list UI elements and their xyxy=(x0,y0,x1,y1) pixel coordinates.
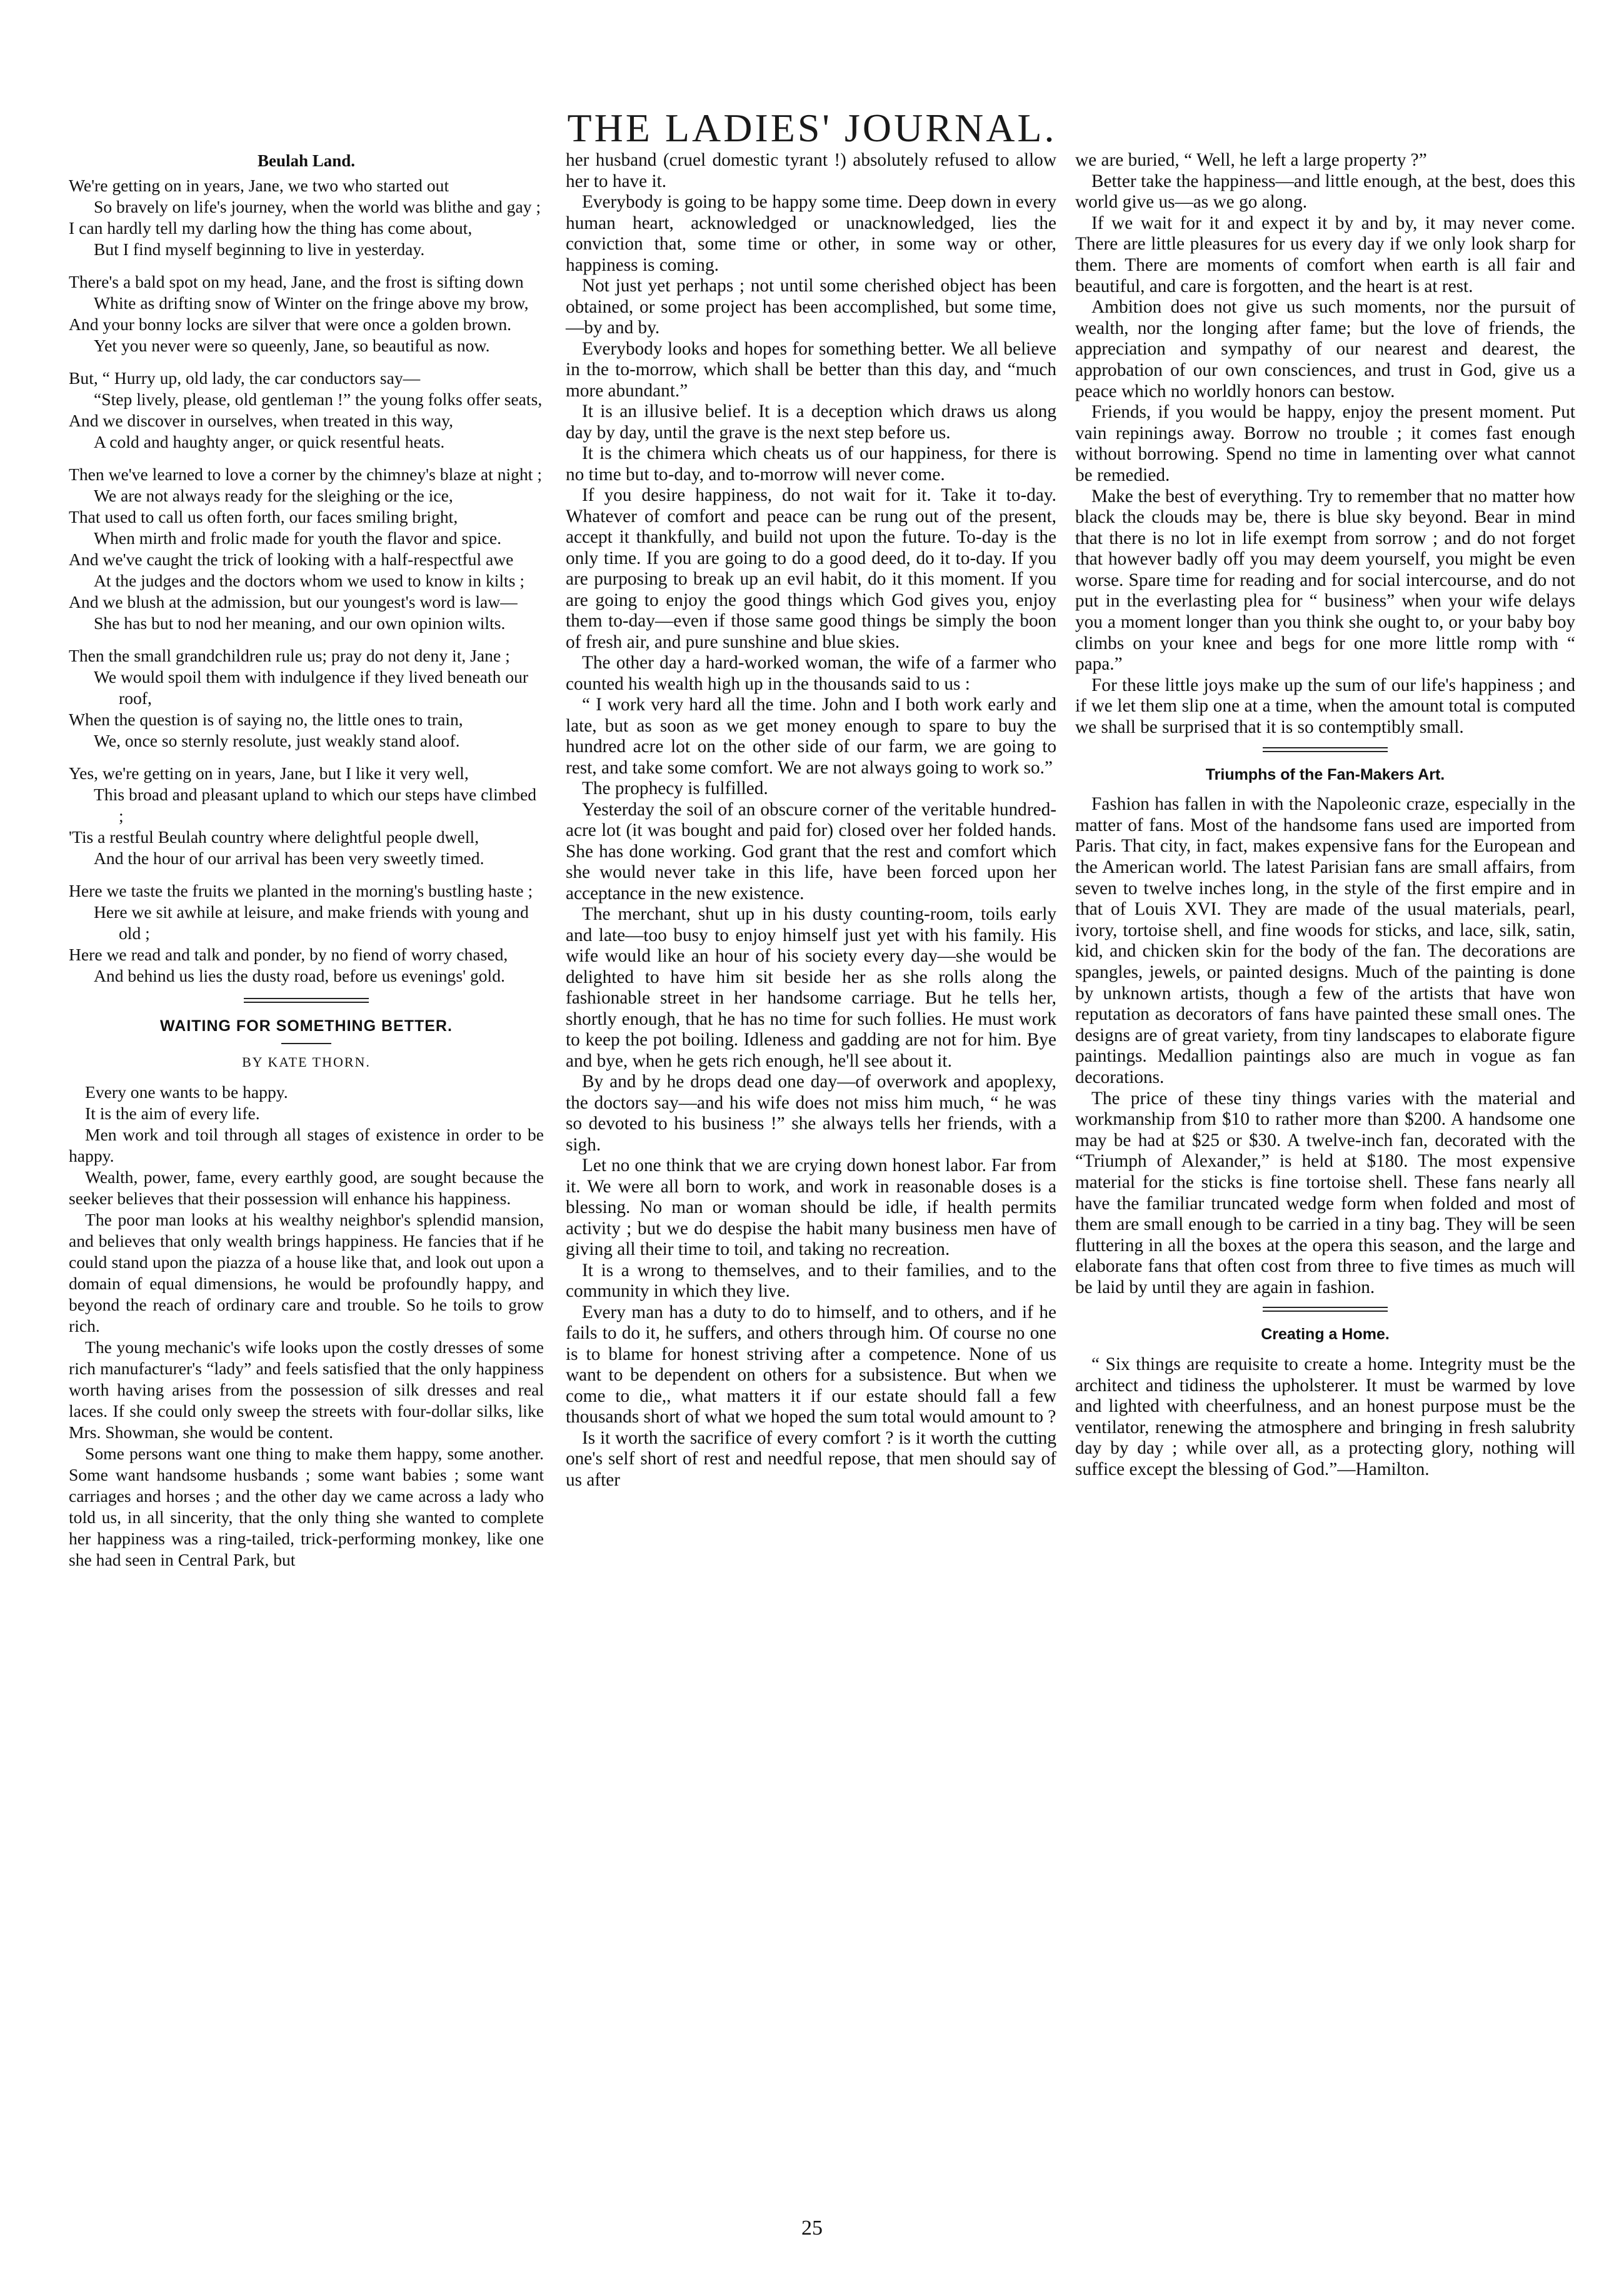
paragraph: It is the chimera which cheats us of our happiness, for there is no time but to-day, and to-morrow will never come. xyxy=(566,443,1056,485)
poem-title: Beulah Land. xyxy=(257,151,356,170)
poem-line: I can hardly tell my darling how the thing has come about, xyxy=(69,218,473,238)
paragraph: Yesterday the soil of an obscure corner of the veritable hundred-acre lot (it was bought and paid for) closed over her folded hands. She has done working. God grant that the rest and comfort which she would never take in this life, have been forced upon her acceptance in the new existence. xyxy=(566,799,1056,903)
paragraph: The poor man looks at his wealthy neighbor's splendid mansion, and believes that only wealth brings happiness. He fancies that if he could stand upon the piazza of a house like that, and look out upon a domain of equal dimensions, he would be profoundly happy, and beyond the reach of ordinary care and trouble. So he toils to grow rich. xyxy=(69,1210,544,1336)
paragraph: Every man has a duty to do to himself, and to others, and if he fails to do it, he suffers, and others through him. Of course no one is to blame for honest striving after a competence. None of us want to be dependent on others for a subsistence. But when we come to die,, what matters it if our estate should fall a few thousands short of what we hoped the sum total would amount to ? xyxy=(566,1302,1056,1427)
section-divider xyxy=(244,998,369,1003)
paragraph: “ I work very hard all the time. John and I both work early and late, but as soon as we get money enough to spare to buy the hundred acre lot on the other side of our farm, we are going to rest, and take some comfort. We are not always going to work so.” xyxy=(566,695,1056,778)
home-title: Creating a Home. xyxy=(1261,1326,1390,1344)
paragraph: Make the best of everything. Try to remember that no matter how black the clouds may be, there is blue sky beyond. Bear in mind that there is no lot in life exempt from sorrow ; and do not forget that however badly off you may deem yourself, you might be even worse. Spare time for reading and for social intercourse, and do not put in the everlasting plea for “ business” when your wife delays you a moment longer than you think she ought to, or your baby boy climbs on your knee and begs for one more little romp with “ papa.” xyxy=(1075,486,1575,675)
paragraph: Not just yet perhaps ; not until some cherished object has been obtained, or some project has been accomplished, but some time,—by and by. xyxy=(566,276,1056,338)
poem-stanza xyxy=(69,271,544,356)
poem-line: We're getting on in years, Jane, we two who started out xyxy=(69,176,449,195)
column-2 xyxy=(566,150,1056,1491)
paragraph: “ Six things are requisite to create a home. Integrity must be the architect and tidiness the upholsterer. It must be warmed by love and lighted with cheerfulness, and an honest purpose must be the ventilator, renewing the atmosphere and bringing in fresh salubrity day by day ; while over all, as a protecting glory, nothing will suffice except the blessing of God.”—Hamilton. xyxy=(1075,1354,1575,1480)
poem-line: Yes, we're getting on in years, Jane, but I like it very well, xyxy=(69,763,469,783)
paragraph: Better take the happiness—and little enough, at the best, does this world give us—as we go along. xyxy=(1075,171,1575,213)
poem-line: Here we taste the fruits we planted in the morning's bustling haste ; xyxy=(69,881,533,900)
poem-line: At the judges and the doctors whom we used to know in kilts ; xyxy=(94,571,524,590)
fans-article xyxy=(1075,794,1575,1298)
poem-line: And your bonny locks are silver that were once a golden brown. xyxy=(69,314,512,334)
poem-line: This broad and pleasant upland to which our steps have climbed ; xyxy=(94,785,537,825)
poem-line: White as drifting snow of Winter on the fringe above my brow, xyxy=(94,293,529,313)
poem-line: We, once so sternly resolute, just weakly stand aloof. xyxy=(94,731,460,750)
poem-line: A cold and haughty anger, or quick resentful heats. xyxy=(94,432,445,451)
essay-byline: BY KATE THORN. xyxy=(242,1054,371,1070)
poem-stanza xyxy=(69,464,544,634)
paragraph: The prophecy is fulfilled. xyxy=(582,778,768,798)
poem-stanza xyxy=(69,175,544,260)
paragraph: It is an illusive belief. It is a deception which draws us along day by day, until the grave is the next step before us. xyxy=(566,401,1056,443)
poem-line: Then we've learned to love a corner by the chimney's blaze at night ; xyxy=(69,465,542,484)
paragraph: Fashion has fallen in with the Napoleonic craze, especially in the matter of fans. Most of the handsome fans used are imported from Paris. That city, in fact, makes expensive fans for the European and the American world. The latest Parisian fans are small affairs, from seven to twelve inches long, in the style of the first empire and in that of Louis XVI. They are made of the usual materials, pearl, ivory, tortoise shell, and fine woods for sticks, and lace, silk, satin, kid, and chicken skin for the body of the fan. The decorations are spangles, jewels, or painted designs. Much of the painting is done by unknown artists, though a few of the artists that have won reputation as decorators of fans have painted these small ones. The designs are of great variety, from tiny landscapes to elaborate figure paintings. Medallion paintings also are much in vogue as fan decorations. xyxy=(1075,794,1575,1087)
paragraph: Wealth, power, fame, every earthly good, are sought because the seeker believes that their possession will enhance his happiness. xyxy=(69,1167,544,1208)
paragraph: It is the aim of every life. xyxy=(85,1104,260,1123)
poem-line: When the question is of saying no, the little ones to train, xyxy=(69,710,463,729)
section-divider xyxy=(1263,1307,1388,1312)
poem-line: When mirth and frolic made for youth the flavor and spice. xyxy=(94,528,502,548)
poem-line: And we've caught the trick of looking with a half-respectful awe xyxy=(69,550,514,569)
paragraph: Every one wants to be happy. xyxy=(85,1082,288,1102)
paragraph: The price of these tiny things varies with the material and workmanship from $10 to rather more than $200. A handsome one may be had at $25 or $30. A twelve-inch fan, decorated with the “Triumph of Alexander,” is held at $180. The most expensive material for the sticks is fine tortoise shell. These fans nearly all have the familiar truncated wedge form when folded and most of them are small enough to be carried in a tiny bag. They will be seen fluttering in all the boxes at the opera this season, and the large and elaborate fans that often cost from three to five times as much will be laid by until they are again in fashion. xyxy=(1075,1088,1575,1297)
paragraph: If we wait for it and expect it by and by, it may never come. There are little pleasures for us every day if we only look sharp for them. There are moments of comfort when earth is all fair and beautiful, and care is forgotten, and the heart is at rest. xyxy=(1075,213,1575,296)
poem-line: “Step lively, please, old gentleman !” the young folks offer seats, xyxy=(94,390,543,409)
poem-stanza xyxy=(69,645,544,752)
poem-stanza xyxy=(69,763,544,869)
poem-line: And behind us lies the dusty road, before us evenings' gold. xyxy=(94,966,505,985)
masthead: THE LADIES' JOURNAL. xyxy=(567,106,1057,150)
poem-line: And we discover in ourselves, when treated in this way, xyxy=(69,411,454,430)
title-rule xyxy=(281,1043,331,1044)
poem-line: But I find myself beginning to live in yesterday. xyxy=(94,239,425,259)
poem-stanza xyxy=(69,368,544,453)
poem-line: And we blush at the admission, but our youngest's word is law— xyxy=(69,592,518,611)
paragraph: Is it worth the sacrifice of every comfort ? is it worth the cutting one's self short of rest and needful repose, that men should say of us after xyxy=(566,1427,1056,1490)
paragraph: The merchant, shut up in his dusty counting-room, toils early and late—too busy to enjoy himself just yet with his family. His wife would like an hour of his society every day—she would be delighted to have him sit beside her as she rolls along the fashionable street in her handsome carriage. But he tells her, shortly enough, that he has no time for such follies. He must work to keep the pot boiling. Idleness and gadding are not for him. Bye and bye, when he gets rich enough, he'll see about it. xyxy=(566,904,1056,1071)
poem-line: That used to call us often forth, our faces smiling bright, xyxy=(69,507,458,526)
poem-stanza xyxy=(69,880,544,987)
paragraph: Some persons want one thing to make them happy, some another. Some want handsome husbands ; some want babies ; some want carriages and horses ; and the other day we came across a lady who told us, in all sincerity, that the only thing she wanted to complete her happiness was a ring-tailed, trick-performing monkey, like one she had seen in Central Park, but xyxy=(69,1444,544,1569)
home-article xyxy=(1075,1354,1575,1481)
poem-line: We would spoil them with indulgence if they lived beneath our roof, xyxy=(94,667,529,708)
essay-title: WAITING FOR SOMETHING BETTER. xyxy=(160,1017,453,1035)
poem-line: There's a bald spot on my head, Jane, and the frost is sifting down xyxy=(69,272,524,291)
paragraph: It is a wrong to themselves, and to their families, and to the community in which they live. xyxy=(566,1260,1056,1301)
paragraph: Everybody looks and hopes for something better. We all believe in the to-morrow, which shall be better than this day, and “much more abundant.” xyxy=(566,338,1056,401)
page-number: 25 xyxy=(801,2216,823,2240)
paragraph: The other day a hard-worked woman, the wife of a farmer who counted his wealth high up in the thousands said to us : xyxy=(566,653,1056,694)
poem-line: Here we sit awhile at leisure, and make friends with young and old ; xyxy=(94,902,529,943)
paragraph: we are buried, “ Well, he left a large property ?” xyxy=(1075,150,1427,170)
fans-title: Triumphs of the Fan-Makers Art. xyxy=(1205,765,1445,783)
paragraph: Let no one think that we are crying down honest labor. Far from it. We were all born to work, and work in reasonable doses is a blessing. No man or woman should be idle, if health permits activity ; but we do despise the habit many business men have of giving all their time to toil, and taking no recreation. xyxy=(566,1155,1056,1259)
paragraph: If you desire happiness, do not wait for it. Take it to-day. Whatever of comfort and peace can be rung out of the present, accept it thankfully, and build not upon the future. To-day is the only time. If you are going to do a good deed, do it to-day. If you are purposing to break up an evil habit, do it this moment. If you are going to enjoy the good things which God gives you, enjoy them to-day—even if those same good things be simply the boon of fresh air, and pure sunshine and blue skies. xyxy=(566,485,1056,652)
section-divider xyxy=(1263,747,1388,752)
paragraph: Men work and toil through all stages of existence in order to be happy. xyxy=(69,1125,544,1165)
poem-line: Here we read and talk and ponder, by no fiend of worry chased, xyxy=(69,945,508,964)
paragraph: Friends, if you would be happy, enjoy the present moment. Put vain repinings away. Borrow no trouble ; it comes fast enough without borrowing. Spend no time in lamenting over what cannot be remedied. xyxy=(1075,402,1575,485)
paragraph: The young mechanic's wife looks upon the costly dresses of some rich manufacturer's “lady” and feels satisfied that the only happiness worth having arises from the possession of silk dresses and real laces. If she could only sweep the streets with four-dollar silks, like Mrs. Showman, she would be content. xyxy=(69,1337,544,1442)
poem-line: 'Tis a restful Beulah country where delightful people dwell, xyxy=(69,827,479,847)
paragraph: By and by he drops dead one day—of overwork and apoplexy, the doctors say—and his wife does not miss him much, “ he was so devoted to his business !” she always tells her friends, with a sigh. xyxy=(566,1072,1056,1155)
paragraph: Ambition does not give us such moments, nor the pursuit of wealth, nor the longing after fame; but the love of friends, the appreciation and sympathy of our nearest and dearest, the approbation of our own consciences, and trust in God, give us a peace which no worldly honors can bestow. xyxy=(1075,297,1575,401)
poem-line: We are not always ready for the sleighing or the ice, xyxy=(94,486,453,505)
column-1 xyxy=(69,150,544,1571)
poem-line: So bravely on life's journey, when the world was blithe and gay ; xyxy=(94,197,541,216)
poem-line: But, “ Hurry up, old lady, the car conductors say— xyxy=(69,368,421,388)
poem-line: She has but to nod her meaning, and our own opinion wilts. xyxy=(94,613,506,633)
essay-part-2 xyxy=(566,150,1056,1491)
poem xyxy=(69,175,544,987)
paragraph: For these little joys make up the sum of our life's happiness ; and if we let them slip one at a time, when the amount total is computed we shall be surprised that it is so contemptibly small. xyxy=(1075,675,1575,738)
paragraph: her husband (cruel domestic tyrant !) absolutely refused to allow her to have it. xyxy=(566,150,1056,191)
poem-line: Then the small grandchildren rule us; pray do not deny it, Jane ; xyxy=(69,646,510,665)
poem-line: And the hour of our arrival has been very sweetly timed. xyxy=(94,848,484,868)
poem-line: Yet you never were so queenly, Jane, so beautiful as now. xyxy=(94,336,490,355)
essay-part-1 xyxy=(69,1082,544,1571)
essay-part-3 xyxy=(1075,150,1575,738)
paragraph: Everybody is going to be happy some time. Deep down in every human heart, acknowledged or unacknowledged, lies the conviction that, some time or other, in some way or other, happiness is coming. xyxy=(566,192,1056,275)
column-3 xyxy=(1075,150,1575,1481)
